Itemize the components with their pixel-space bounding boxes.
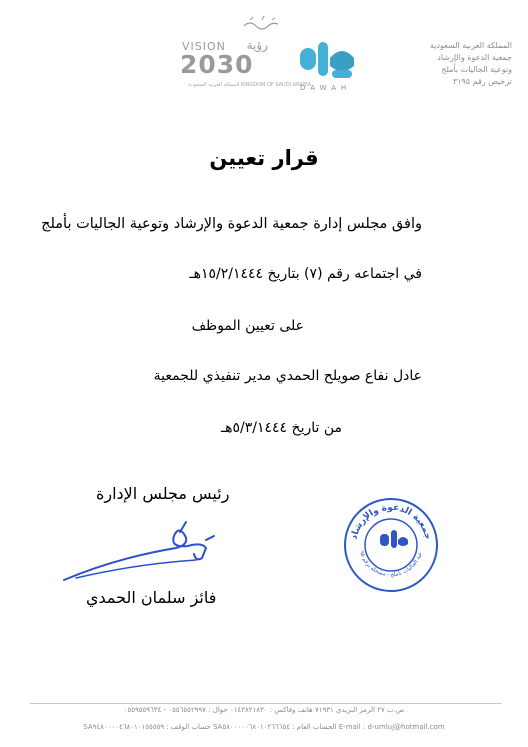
bismillah-calligraphy-icon — [242, 14, 280, 30]
footer-accounts-line: E-mail : d-umluj@hotmail.com الحساب العام : SA٥٨٠٠٠٠٠٦٨٠١٠٢٦٦٦٥٤ حساب الوقف : SA٩٤٨٠٠٠٠٤٦٨٠١٠١٥٥٥٥٩ — [83, 723, 445, 731]
stamp-top-text: جمعية الدعوة والإرشاد — [349, 502, 433, 541]
vision-kingdom-caption: المملكة العربية السعودية KINGDOM OF SAUDI ARABIA — [188, 82, 312, 88]
body-line-meeting: في اجتماعه رقم (٧) بتاريخ ١٥/٢/١٤٤٤هـ — [189, 266, 422, 282]
org-line-country: المملكة العربية السعودية — [429, 41, 512, 50]
handwritten-signature-icon — [56, 518, 226, 588]
signatory-title: رئيس مجلس الإدارة — [96, 484, 230, 503]
dawah-wordmark: DAWAH — [300, 84, 352, 92]
body-line-appointment: على تعيين الموظف — [191, 318, 304, 334]
vision-word: VISION — [182, 40, 226, 53]
org-line-association: جمعية الدعوة والإرشاد — [437, 53, 512, 62]
org-line-communities: وتوعية الجاليات بأملج — [441, 65, 512, 74]
org-line-license: ترخيص رقم ٣١٩٥ — [452, 77, 512, 86]
organization-header — [372, 40, 512, 88]
official-stamp-icon — [342, 496, 440, 594]
document-title: قرار تعيين — [209, 146, 319, 170]
footer-divider — [30, 703, 502, 704]
signatory-name: فائز سلمان الحمدي — [86, 588, 217, 607]
vision-2030-logo — [178, 36, 312, 96]
body-line-employee: عادل نفاع صويلح الحمدي مدير تنفيذي للجمعية — [153, 368, 422, 384]
footer-contact-line: ص.ب ٢٧ الرمز البريدي ٧١٩٣١ هاتف وفاكس : ٠١٤٣٨٢١٨٣٠ جوال : ٠٥٥٦٥٥٢٩٩٧ - ٠٥٥٩٥٥٩٦٣٤ — [123, 706, 405, 714]
body-line-approval: وافق مجلس إدارة جمعية الدعوة والإرشاد وتوعية الجاليات بأملج — [41, 216, 422, 232]
vision-arabic-word: رؤية — [246, 38, 268, 52]
body-line-start-date: من تاريخ ٥/٣/١٤٤٤هـ — [221, 420, 342, 436]
vision-year: 2030 — [180, 50, 254, 79]
stamp-bottom-text: عية الجاليات بأملج - مسجلة برقم ٩٥ — [357, 550, 424, 579]
